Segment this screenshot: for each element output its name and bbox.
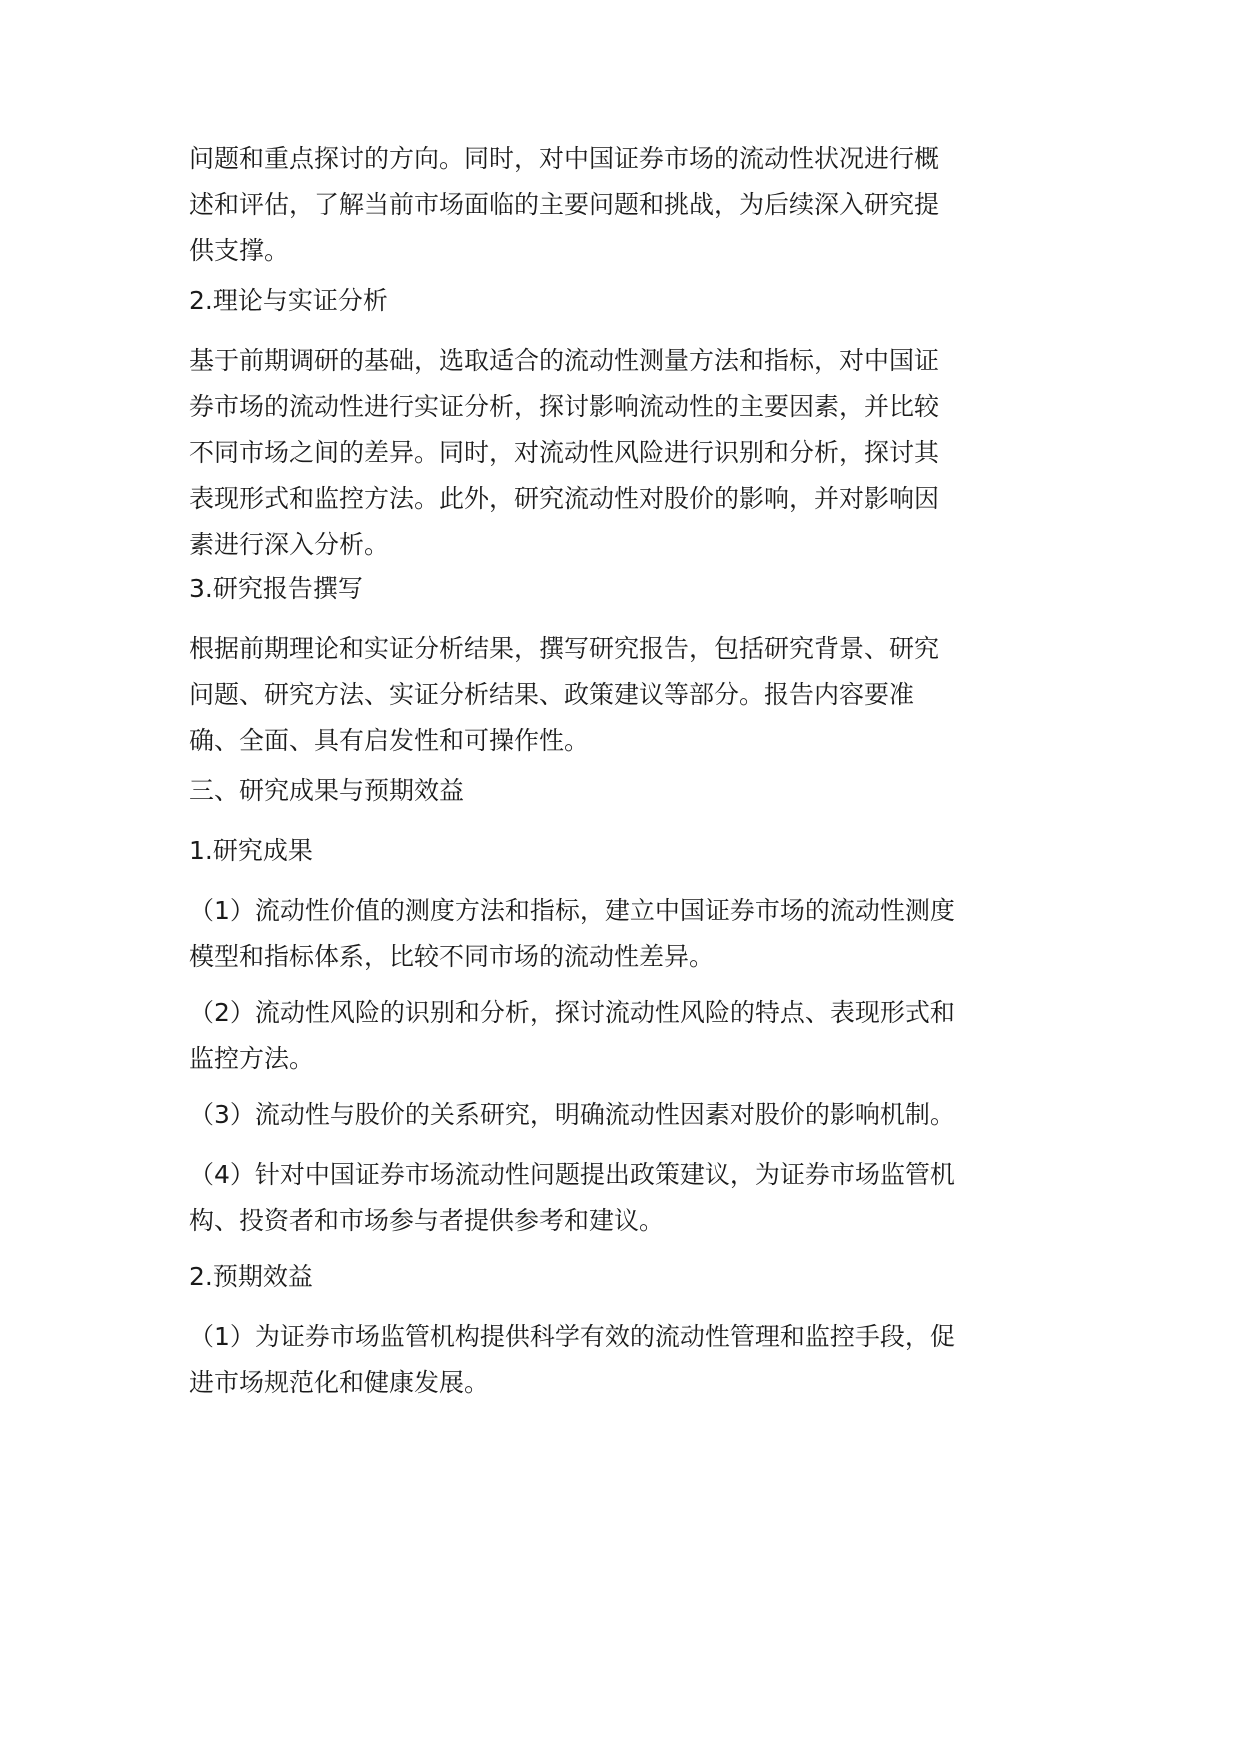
paragraph-research-direction: 问题和重点探讨的方向。同时，对中国证券市场的流动性状况进行概述和评估，了解当前市场面临的主要问题和挑战，为后续深入研究提供支撑。	[189, 144, 940, 265]
heading-report-writing: 3.研究报告撰写	[189, 574, 363, 603]
heading-research-results: 1.研究成果	[189, 836, 313, 865]
list-item-benefit-1: （1）为证券市场监管机构提供科学有效的流动性管理和监控手段，促进市场规范化和健康发展。	[189, 1322, 955, 1397]
heading-theory-empirical: 2.理论与实证分析	[189, 286, 388, 315]
list-item-result-2: （2）流动性风险的识别和分析，探讨流动性风险的特点、表现形式和监控方法。	[189, 998, 955, 1073]
heading-results-benefits: 三、研究成果与预期效益	[189, 776, 465, 805]
list-item-result-1: （1）流动性价值的测度方法和指标，建立中国证券市场的流动性测度模型和指标体系，比较不同市场的流动性差异。	[189, 896, 955, 971]
paragraph-report-writing: 根据前期理论和实证分析结果，撰写研究报告，包括研究背景、研究问题、研究方法、实证分析结果、政策建议等部分。报告内容要准确、全面、具有启发性和可操作性。	[189, 634, 940, 755]
list-item-result-4: （4）针对中国证券市场流动性问题提出政策建议，为证券市场监管机构、投资者和市场参与者提供参考和建议。	[189, 1160, 955, 1235]
heading-expected-benefits: 2.预期效益	[189, 1262, 313, 1291]
list-item-result-3: （3）流动性与股价的关系研究，明确流动性因素对股价的影响机制。	[189, 1100, 955, 1129]
paragraph-empirical-analysis: 基于前期调研的基础，选取适合的流动性测量方法和指标，对中国证券市场的流动性进行实证分析，探讨影响流动性的主要因素，并比较不同市场之间的差异。同时，对流动性风险进行识别和分析，探讨其表现形式和监控方法。此外，研究流动性对股价的影响，并对影响因素进行深入分析。	[189, 346, 940, 559]
